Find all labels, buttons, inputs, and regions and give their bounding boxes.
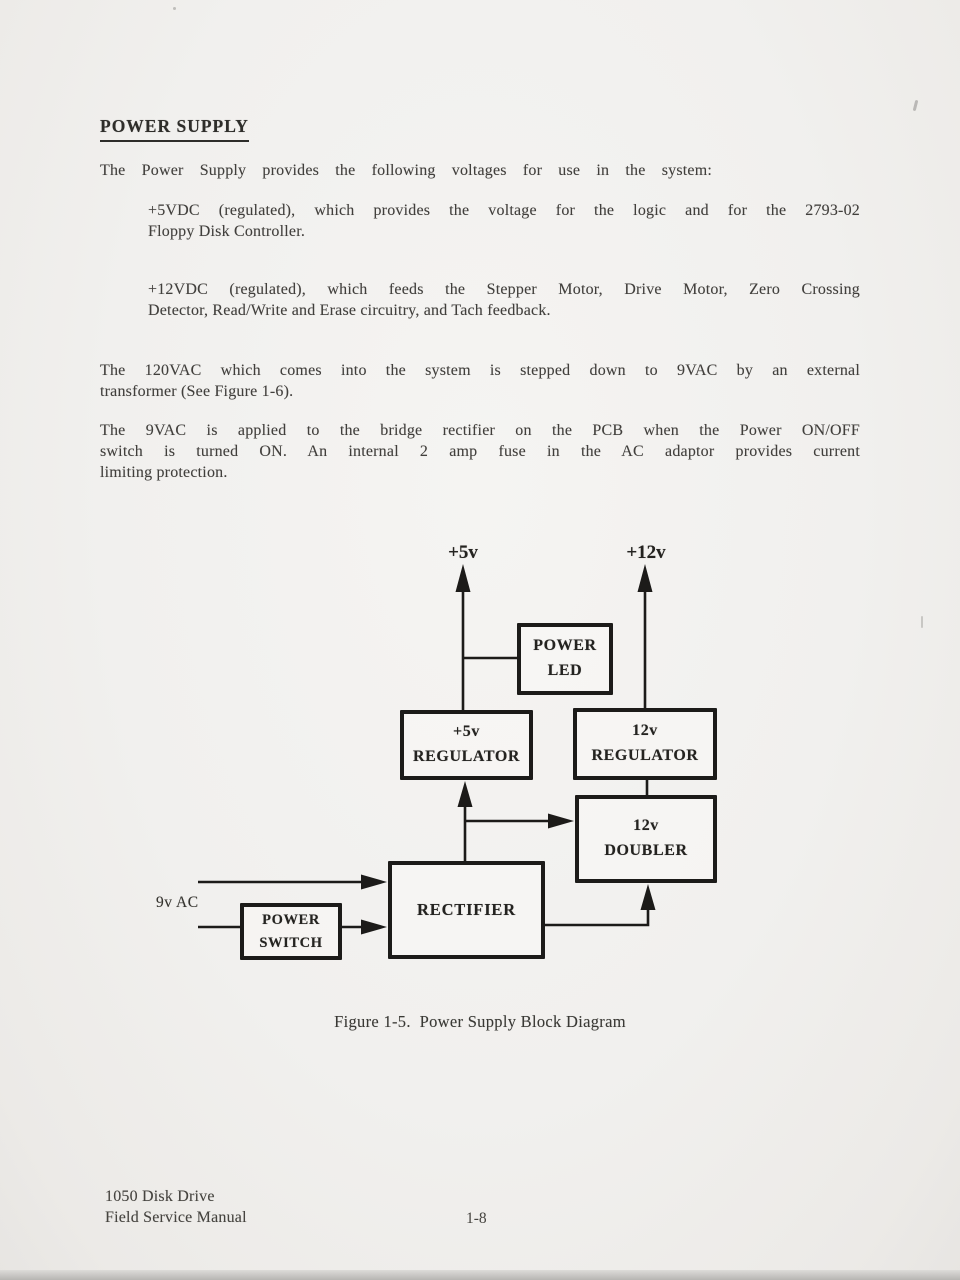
box-label: 12v (632, 722, 658, 740)
box-label: DOUBLER (604, 842, 688, 859)
text-line: The 120VAC which comes into the system is stepped down to 9VAC by an external (100, 362, 860, 379)
box-label: 12v (633, 817, 659, 835)
box-label: SWITCH (259, 934, 323, 951)
label-9vac-input: 9v AC (156, 894, 199, 911)
text-line: The 9VAC is applied to the bridge rectifier on the PCB when the Power ON/OFF (100, 422, 860, 439)
intro-paragraph (100, 160, 712, 181)
box-label: LED (547, 662, 583, 679)
text-line: Detector, Read/Write and Erase circuitry, and Tach feedback. (148, 302, 551, 319)
paragraph-9vac (100, 420, 860, 483)
scan-speck (921, 616, 923, 628)
page-number: 1-8 (466, 1210, 487, 1227)
power-switch-box (240, 903, 342, 960)
power-led-box (517, 623, 613, 695)
wire-rectifier-to-doubler (545, 884, 656, 925)
box-label: +5v (453, 723, 480, 741)
text-line: The Power Supply provides the following voltages for use in the system: (100, 162, 712, 179)
wire-branch-to-doubler (465, 814, 574, 829)
text-line: limiting protection. (100, 464, 228, 481)
scan-speck (913, 100, 919, 111)
footer-manual-name: Field Service Manual (105, 1209, 247, 1226)
text-line: +12VDC (regulated), which feeds the Stepper Motor, Drive Motor, Zero Crossing (148, 281, 860, 298)
paragraph-120vac (100, 360, 860, 402)
label-plus12v-output: +12v (626, 542, 666, 563)
text-line: transformer (See Figure 1-6). (100, 383, 294, 400)
wire-5v-output (456, 564, 471, 710)
wire-ac-input-top (198, 875, 387, 890)
scanner-bottom-edge (0, 1270, 960, 1280)
box-label: REGULATOR (591, 747, 699, 764)
footer-product-name: 1050 Disk Drive (105, 1188, 215, 1205)
wire-12v-output (638, 564, 653, 708)
box-label: POWER (533, 637, 597, 655)
12v-regulator-box (573, 708, 717, 780)
5v-regulator-box (400, 710, 533, 780)
12v-doubler-box (575, 795, 717, 883)
figure-caption: Figure 1-5. Power Supply Block Diagram (334, 1012, 626, 1031)
box-label: RECTIFIER (417, 900, 516, 920)
voltage-item-5vdc (148, 200, 860, 242)
voltage-item-12vdc (148, 279, 860, 321)
wire-switch-to-rectifier (342, 920, 387, 935)
label-plus5v-output: +5v (448, 542, 478, 563)
text-line: +5VDC (regulated), which provides the voltage for the logic and for the 2793-02 (148, 202, 860, 219)
text-line: switch is turned ON. An internal 2 amp fuse in the AC adaptor provides current (100, 443, 860, 460)
box-label: REGULATOR (412, 748, 521, 765)
text-line: Floppy Disk Controller. (148, 223, 306, 240)
scan-speck (173, 7, 176, 10)
section-title: POWER SUPPLY (100, 116, 249, 142)
rectifier-box (388, 861, 545, 959)
box-label: POWER (262, 912, 320, 929)
power-supply-block-diagram (0, 540, 960, 1015)
